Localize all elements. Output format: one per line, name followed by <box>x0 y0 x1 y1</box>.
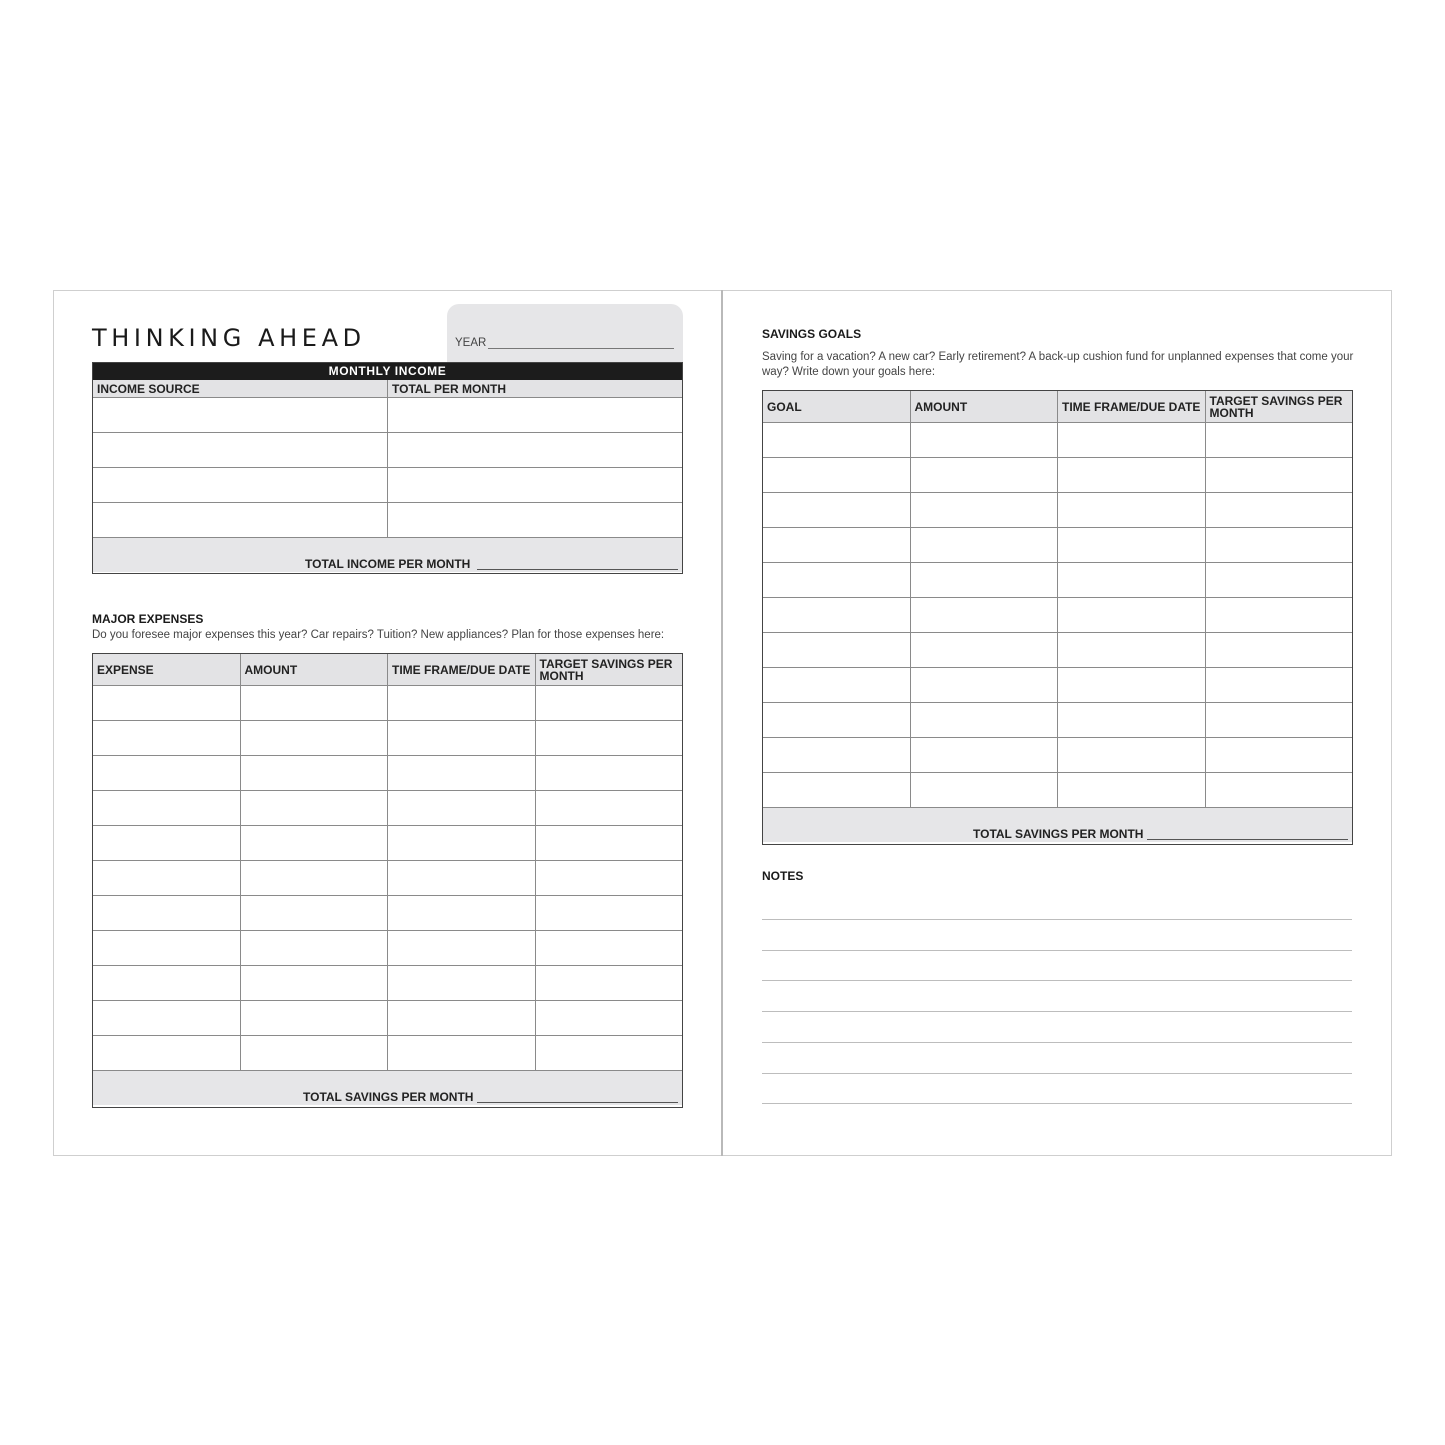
expense-cell[interactable] <box>387 826 535 860</box>
expense-cell[interactable] <box>535 686 683 720</box>
expenses-header-row <box>93 654 682 685</box>
goal-cell[interactable] <box>1205 633 1353 667</box>
expense-cell[interactable] <box>93 791 240 825</box>
expense-cell[interactable] <box>387 896 535 930</box>
expense-cell[interactable] <box>240 826 388 860</box>
page-title: THINKING AHEAD <box>92 324 366 352</box>
expense-row <box>93 720 682 755</box>
income-row <box>93 467 682 502</box>
expense-row <box>93 825 682 860</box>
goal-cell[interactable] <box>910 423 1058 457</box>
goal-row <box>763 702 1352 737</box>
expenses-total-row <box>93 1070 682 1105</box>
expense-row <box>93 1000 682 1035</box>
expense-cell[interactable] <box>240 1001 388 1035</box>
expense-row <box>93 930 682 965</box>
goal-cell[interactable] <box>910 493 1058 527</box>
expense-cell[interactable] <box>387 966 535 1000</box>
goal-cell[interactable] <box>910 703 1058 737</box>
income-row <box>93 502 682 537</box>
goal-cell[interactable] <box>763 423 910 457</box>
column-header-amount: AMOUNT <box>910 391 1058 422</box>
monthly-income-banner: MONTHLY INCOME <box>93 363 682 380</box>
expense-row <box>93 895 682 930</box>
goals-total-row <box>763 807 1352 842</box>
goals-total-input-line[interactable] <box>1147 839 1348 840</box>
total-savings-label: TOTAL SAVINGS PER MONTH <box>973 827 1144 841</box>
column-header-total-per-month: TOTAL PER MONTH <box>387 380 682 397</box>
goal-cell[interactable] <box>910 738 1058 772</box>
expense-cell[interactable] <box>240 756 388 790</box>
expense-cell[interactable] <box>240 896 388 930</box>
expense-cell[interactable] <box>93 721 240 755</box>
expense-cell[interactable] <box>240 721 388 755</box>
goal-cell[interactable] <box>763 703 910 737</box>
expense-cell[interactable] <box>240 1036 388 1070</box>
goal-cell[interactable] <box>763 528 910 562</box>
expense-cell[interactable] <box>240 791 388 825</box>
column-header-goal: GOAL <box>767 399 802 414</box>
income-total-row <box>93 537 682 572</box>
goal-cell[interactable] <box>1057 528 1205 562</box>
income-cell[interactable] <box>387 433 682 467</box>
expense-cell[interactable] <box>93 826 240 860</box>
major-expenses-title: MAJOR EXPENSES <box>92 612 204 626</box>
expense-cell[interactable] <box>93 686 240 720</box>
total-income-input-line[interactable] <box>477 569 678 570</box>
notes-line[interactable] <box>762 919 1352 920</box>
goal-cell[interactable] <box>1057 703 1205 737</box>
notes-line[interactable] <box>762 980 1352 981</box>
notes-title: NOTES <box>762 869 804 883</box>
expense-cell[interactable] <box>535 966 683 1000</box>
income-row <box>93 397 682 432</box>
expense-cell[interactable] <box>387 756 535 790</box>
major-expenses-description: Do you foresee major expenses this year? Car repairs? Tuition? New appliances? Plan for those expenses here: <box>92 629 665 641</box>
expense-cell[interactable] <box>93 966 240 1000</box>
goal-row <box>763 492 1352 527</box>
year-label: YEAR <box>455 337 487 349</box>
goal-cell[interactable] <box>763 738 910 772</box>
expense-row <box>93 965 682 1000</box>
notes-line[interactable] <box>762 1103 1352 1104</box>
goal-row <box>763 737 1352 772</box>
goal-cell[interactable] <box>763 493 910 527</box>
expense-cell[interactable] <box>93 1001 240 1035</box>
goal-cell[interactable] <box>763 773 910 807</box>
expense-row <box>93 685 682 720</box>
expense-cell[interactable] <box>535 756 683 790</box>
savings-goals-title: SAVINGS GOALS <box>762 327 862 341</box>
goal-row <box>763 527 1352 562</box>
goal-cell[interactable] <box>910 563 1058 597</box>
expense-row <box>93 1035 682 1070</box>
goal-cell[interactable] <box>1205 773 1353 807</box>
expense-cell[interactable] <box>387 791 535 825</box>
goal-cell[interactable] <box>1205 563 1353 597</box>
expense-cell[interactable] <box>387 721 535 755</box>
column-header-amount: AMOUNT <box>240 654 388 685</box>
goal-cell[interactable] <box>910 598 1058 632</box>
goal-cell[interactable] <box>1205 598 1353 632</box>
savings-goals-description: Saving for a vacation? A new car? Early retirement? A back-up cushion fund for unplanned expenses that come your way? Write down your goals here: <box>762 351 1354 378</box>
goal-cell[interactable] <box>1205 738 1353 772</box>
expense-cell[interactable] <box>240 966 388 1000</box>
goal-cell[interactable] <box>1057 773 1205 807</box>
page-gutter-divider <box>721 290 723 1156</box>
goal-cell[interactable] <box>1057 598 1205 632</box>
income-cell[interactable] <box>93 468 387 502</box>
income-header-row <box>93 380 682 397</box>
expense-cell[interactable] <box>387 1036 535 1070</box>
expense-cell[interactable] <box>387 931 535 965</box>
goal-row <box>763 632 1352 667</box>
major-expenses-table <box>92 653 683 1108</box>
income-cell[interactable] <box>387 468 682 502</box>
expense-cell[interactable] <box>535 1001 683 1035</box>
expenses-total-input-line[interactable] <box>477 1102 678 1103</box>
notes-line[interactable] <box>762 950 1352 951</box>
notes-line[interactable] <box>762 1073 1352 1074</box>
goal-cell[interactable] <box>1057 423 1205 457</box>
expense-cell[interactable] <box>535 791 683 825</box>
total-savings-label: TOTAL SAVINGS PER MONTH <box>303 1090 474 1104</box>
goal-row <box>763 772 1352 807</box>
expense-cell[interactable] <box>535 896 683 930</box>
column-header-expense: EXPENSE <box>97 662 154 677</box>
monthly-income-table <box>92 362 683 574</box>
goal-cell[interactable] <box>1057 458 1205 492</box>
expense-cell[interactable] <box>93 756 240 790</box>
expense-cell[interactable] <box>387 1001 535 1035</box>
goal-cell[interactable] <box>910 528 1058 562</box>
income-cell[interactable] <box>93 398 387 432</box>
notes-line[interactable] <box>762 1042 1352 1043</box>
goal-cell[interactable] <box>763 633 910 667</box>
goal-cell[interactable] <box>1057 738 1205 772</box>
year-input-line[interactable] <box>488 348 674 349</box>
expense-cell[interactable] <box>93 1036 240 1070</box>
goal-cell[interactable] <box>1205 668 1353 702</box>
goal-cell[interactable] <box>1057 493 1205 527</box>
goal-cell[interactable] <box>1057 633 1205 667</box>
goal-row <box>763 597 1352 632</box>
expense-cell[interactable] <box>240 931 388 965</box>
goal-cell[interactable] <box>910 458 1058 492</box>
goal-cell[interactable] <box>1057 668 1205 702</box>
expense-cell[interactable] <box>535 931 683 965</box>
column-header-time-frame: TIME FRAME/DUE DATE <box>1057 391 1205 422</box>
expense-cell[interactable] <box>93 931 240 965</box>
expense-cell[interactable] <box>387 686 535 720</box>
goal-cell[interactable] <box>1205 703 1353 737</box>
total-income-label: TOTAL INCOME PER MONTH <box>305 557 471 571</box>
expense-cell[interactable] <box>535 1036 683 1070</box>
income-cell[interactable] <box>387 503 682 537</box>
goal-row <box>763 562 1352 597</box>
expense-cell[interactable] <box>240 686 388 720</box>
goal-row <box>763 667 1352 702</box>
income-row <box>93 432 682 467</box>
income-cell[interactable] <box>387 398 682 432</box>
column-header-target-savings: TARGET SAVINGS PER MONTH <box>535 654 683 685</box>
expense-cell[interactable] <box>535 721 683 755</box>
expense-cell[interactable] <box>93 861 240 895</box>
goals-header-row <box>763 391 1352 422</box>
expense-cell[interactable] <box>240 861 388 895</box>
goal-cell[interactable] <box>1057 563 1205 597</box>
goal-row <box>763 422 1352 457</box>
expense-row <box>93 755 682 790</box>
goal-cell[interactable] <box>1205 423 1353 457</box>
goal-cell[interactable] <box>910 773 1058 807</box>
goal-cell[interactable] <box>910 633 1058 667</box>
income-cell[interactable] <box>93 503 387 537</box>
goal-cell[interactable] <box>763 598 910 632</box>
goal-cell[interactable] <box>1205 493 1353 527</box>
expense-cell[interactable] <box>535 826 683 860</box>
expense-row <box>93 790 682 825</box>
goal-row <box>763 457 1352 492</box>
year-box <box>447 304 683 362</box>
savings-goals-table <box>762 390 1353 845</box>
column-header-time-frame: TIME FRAME/DUE DATE <box>387 654 535 685</box>
income-cell[interactable] <box>93 433 387 467</box>
goal-cell[interactable] <box>910 668 1058 702</box>
notes-line[interactable] <box>762 1011 1352 1012</box>
expense-cell[interactable] <box>535 861 683 895</box>
goal-cell[interactable] <box>763 458 910 492</box>
goal-cell[interactable] <box>763 563 910 597</box>
expense-cell[interactable] <box>387 861 535 895</box>
expense-cell[interactable] <box>93 896 240 930</box>
expense-row <box>93 860 682 895</box>
goal-cell[interactable] <box>763 668 910 702</box>
column-header-target-savings: TARGET SAVINGS PER MONTH <box>1205 391 1353 422</box>
goal-cell[interactable] <box>1205 458 1353 492</box>
column-header-income-source: INCOME SOURCE <box>97 381 200 396</box>
goal-cell[interactable] <box>1205 528 1353 562</box>
